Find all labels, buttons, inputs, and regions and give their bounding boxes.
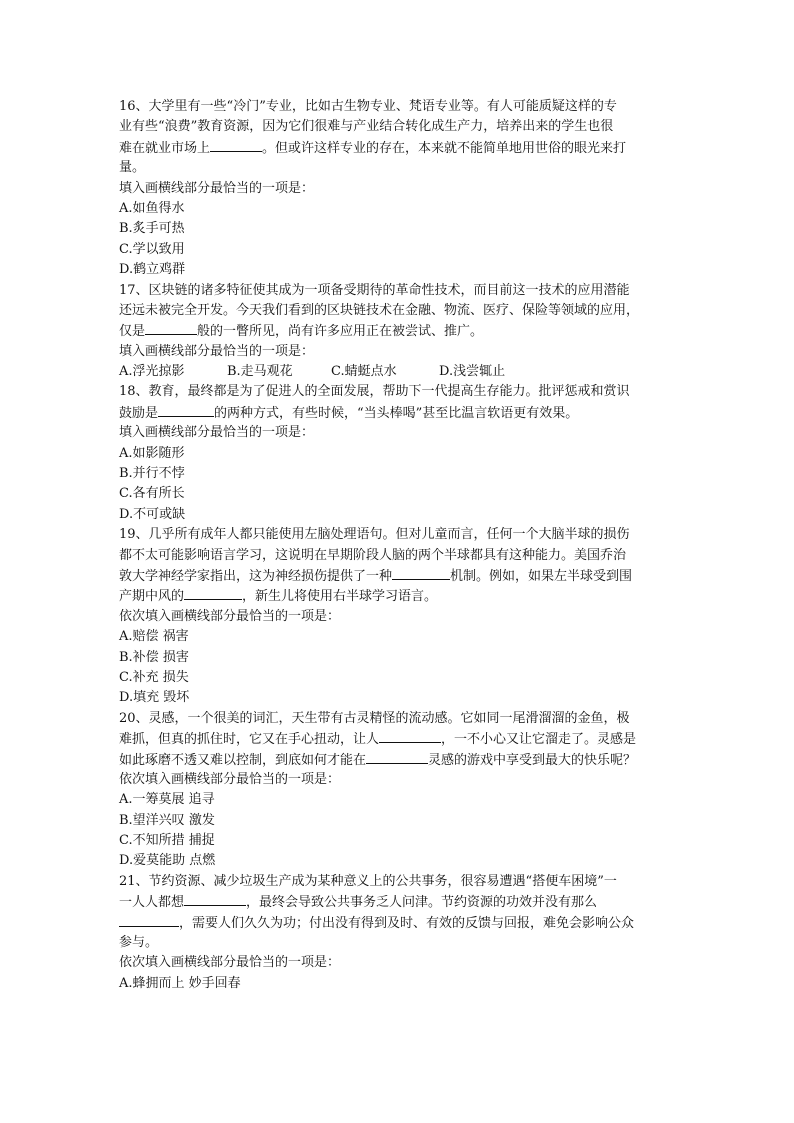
q16-prompt: 填入画横线部分最恰当的一项是：: [119, 180, 315, 196]
fill-blank: [184, 586, 242, 600]
q20-prompt: 依次填入画横线部分最恰当的一项是：: [119, 771, 341, 787]
q19-stem-line: 都不太可能影响语言学习，这说明在早期阶段人脑的两个半球都具有这种能力。美国乔治: [119, 547, 627, 563]
q20-stem-line: [119, 729, 676, 749]
q21-text: 一人人都想: [119, 895, 185, 911]
fill-blank: [184, 892, 246, 906]
q16-option-d: D.鹤立鸡群: [119, 262, 186, 278]
q20-text: ，一不小心又让它溜走了。灵感是: [441, 732, 637, 748]
fill-blank: [119, 913, 179, 927]
q20-option-c: C.不知所措 捕捉: [119, 833, 215, 849]
q17-stem-line: 17、区块链的诸多特征使其成为一项备受期待的革命性技术，而目前这一技术的应用潜能: [119, 282, 630, 298]
fill-blank: [366, 750, 428, 764]
fill-blank: [379, 729, 441, 743]
q19-text: ，新生儿将使用右半球学习语言。: [242, 589, 438, 605]
q18-option-d: D.不可或缺: [119, 506, 186, 522]
q18-stem-line: [119, 403, 676, 423]
q17-options-row: [119, 362, 676, 382]
q21-option-a: A.蜂拥而上 妙手回春: [119, 975, 241, 991]
q20-text: 灵感的游戏中享受到最大的快乐呢？: [428, 752, 637, 768]
q21-stem-line: [119, 892, 676, 912]
q20-stem-line: [119, 750, 676, 770]
q18-text: 鼓励是: [119, 405, 159, 421]
q21-stem-line: 21、节约资源、减少垃圾生产成为某种意义上的公共事务，很容易遭遇“搭便车困境”一: [119, 873, 617, 889]
q16-option-c: C.学以致用: [119, 241, 185, 257]
q17-option-c: C.蜻蜓点水: [331, 364, 397, 380]
q20-text: 难抓，但真的抓住时，它又在手心扭动，让人: [119, 732, 380, 748]
q17-text: 仅是: [119, 324, 146, 340]
q17-text: 般的一瞥所见，尚有许多应用正在被尝试、推广。: [197, 324, 484, 340]
q16-stem-line: 量。: [119, 160, 146, 176]
q19-text: 机制。例如，如果左半球受到围: [450, 568, 633, 584]
q17-stem-line: 还远未被完全开发。今天我们看到的区块链技术在金融、物流、医疗、保险等领域的应用，: [119, 302, 640, 318]
q19-stem-line: [119, 566, 676, 586]
q16-text: 。但或许这样专业的存在，本来就不能简单地用世俗的眼光来打: [262, 140, 627, 156]
q19-text: 敦大学神经学家指出，这为神经损伤提供了一种: [119, 568, 393, 584]
q16-option-a: A.如鱼得水: [119, 200, 185, 216]
q20-option-d: D.爱莫能助 点燃: [119, 853, 216, 869]
q18-stem-line: 18、教育，最终都是为了促进人的全面发展，帮助下一代提高生存能力。批评惩戒和赏识: [119, 384, 630, 400]
q16-stem-line: 16、大学里有一些“冷门”专业，比如古生物专业、梵语专业等。有人可能质疑这样的专: [119, 99, 617, 114]
q17-option-b: B.走马观花: [227, 364, 293, 380]
q19-stem-line: [119, 586, 676, 606]
q19-stem-line: 19、几乎所有成年人都只能使用左脑处理语句。但对儿童而言，任何一个大脑半球的损伤: [119, 527, 630, 543]
q19-text: 产期中风的: [119, 589, 185, 605]
q21-stem-line: [119, 913, 676, 933]
fill-blank: [145, 321, 197, 335]
q21-stem-line: 参与。: [119, 935, 159, 951]
q16-stem-line: [119, 138, 676, 158]
fill-blank: [158, 403, 214, 417]
q18-prompt: 填入画横线部分最恰当的一项是：: [119, 425, 315, 441]
q16-option-b: B.炙手可热: [119, 221, 185, 237]
q19-option-d: D.填充 毁坏: [119, 690, 190, 706]
q17-option-d: D.浅尝辄止: [439, 364, 506, 380]
q21-prompt: 依次填入画横线部分最恰当的一项是：: [119, 955, 341, 971]
q18-option-a: A.如影随形: [119, 445, 185, 461]
q16-text: 难在就业市场上: [119, 140, 211, 156]
q20-option-b: B.望洋兴叹 激发: [119, 812, 215, 828]
q18-option-c: C.各有所长: [119, 486, 185, 502]
q18-option-b: B.并行不悖: [119, 466, 185, 482]
q17-option-a: A.浮光掠影: [119, 364, 185, 380]
q19-option-c: C.补充 损失: [119, 669, 189, 685]
q19-option-b: B.补偿 损害: [119, 649, 189, 665]
q17-stem-line: [119, 321, 676, 341]
q16-stem-line: 业有些“浪费”教育资源，因为它们很难与产业结合转化成生产力，培养出来的学生也很: [119, 119, 614, 135]
q20-text: 如此琢磨不透又难以控制，到底如何才能在: [119, 752, 367, 768]
fill-blank: [210, 138, 262, 152]
q19-prompt: 依次填入画横线部分最恰当的一项是：: [119, 608, 341, 624]
q21-text: ，最终会导致公共事务乏人问津。节约资源的功效并没有那么: [246, 895, 598, 911]
q21-text: ，需要人们久久为功；付出没有得到及时、有效的反馈与回报，难免会影响公众: [179, 915, 635, 931]
q18-text: 的两种方式，有些时候，“当头棒喝”甚至比温言软语更有效果。: [214, 405, 579, 421]
fill-blank: [392, 566, 450, 580]
q20-stem-line: 20、灵感，一个很美的词汇，天生带有古灵精怪的流动感。它如同一尾滑溜溜的金鱼，极: [119, 710, 630, 726]
q20-option-a: A.一筹莫展 追寻: [119, 792, 215, 808]
q17-prompt: 填入画横线部分最恰当的一项是：: [119, 343, 315, 359]
q19-option-a: A.赔偿 祸害: [119, 629, 189, 645]
